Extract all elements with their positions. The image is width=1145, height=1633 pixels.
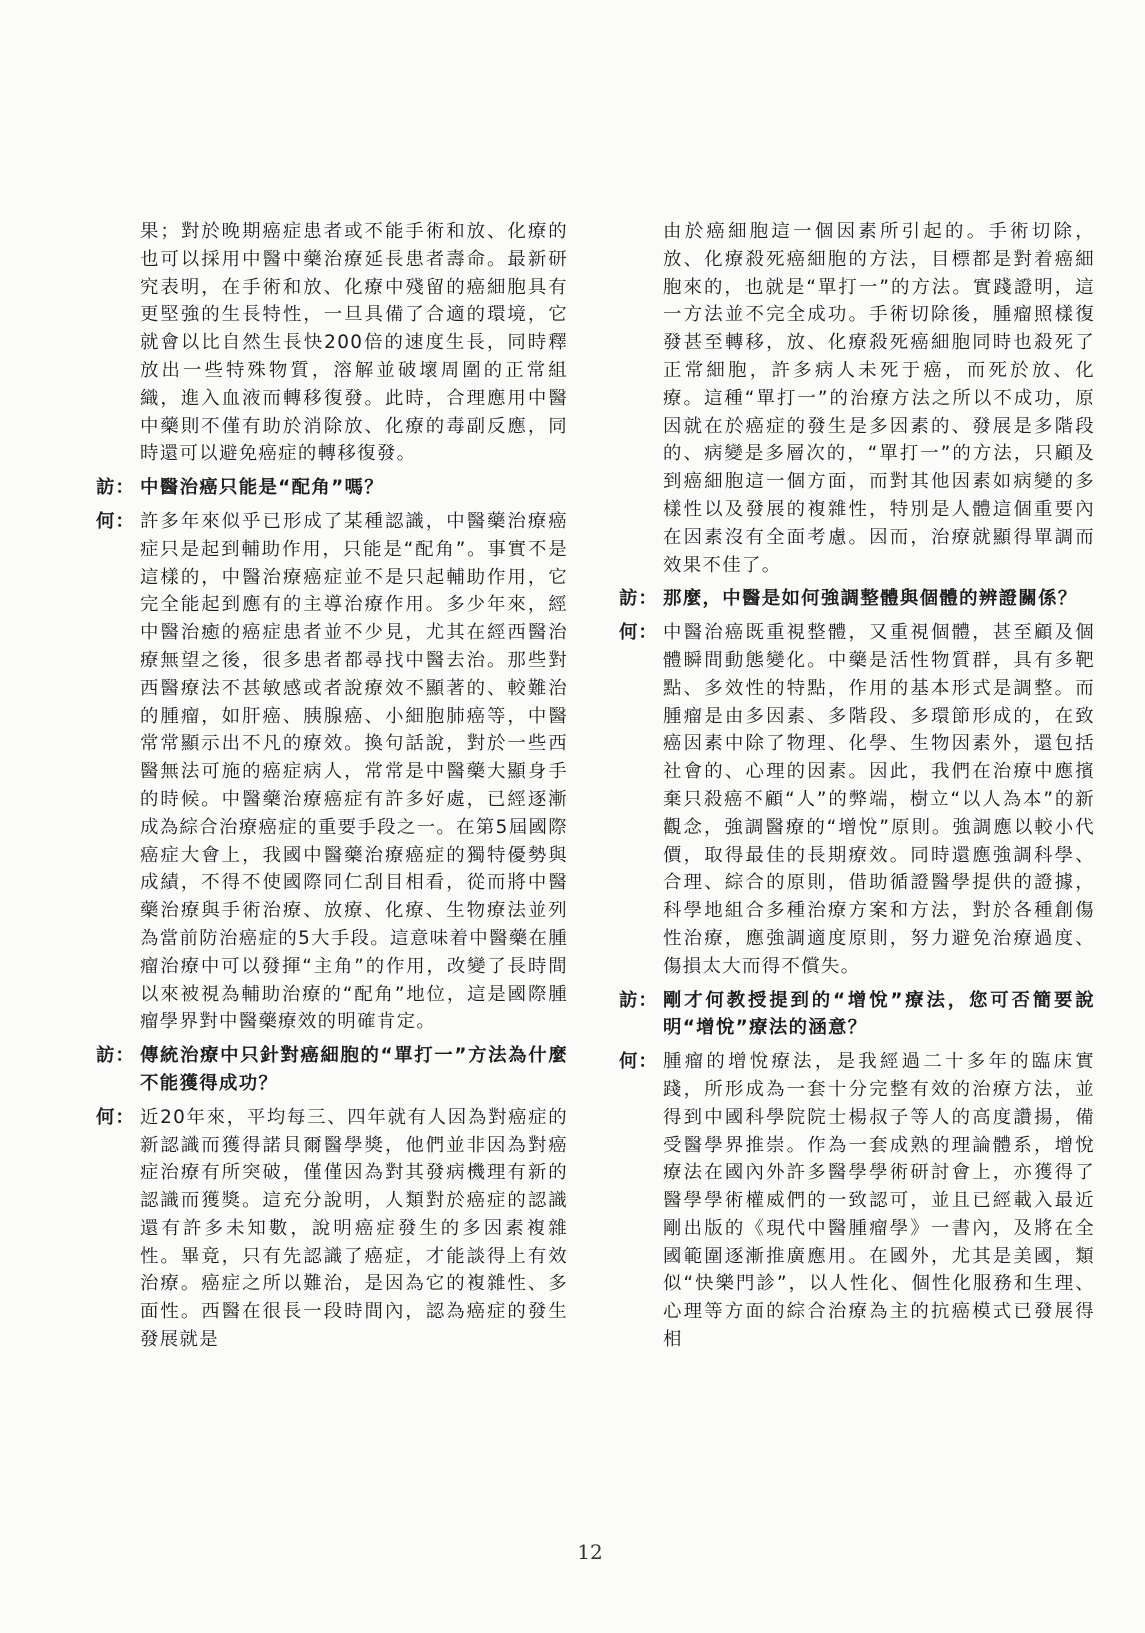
answer-text: 許多年來似乎已形成了某種認識，中醫藥治療癌症只是起到輔助作用，只能是“配角”。事實不是這樣的，中醫治療癌症並不是只起輔助作用，它完全能起到應有的主導治療作用。多少年來，經中醫治癒的癌症患者並不少見，尤其在經西醫治療無望之後，很多患者都尋找中醫去治。那些對西醫療法不甚敏感或者說療效不顯著的、較難治的腫瘤，如肝癌、胰腺癌、小細胞肺癌等，中醫常常顯示出不凡的療效。換句話說，對於一些西醫無法可施的癌症病人，常常是中醫藥大顯身手的時候。中醫藥治療癌症有許多好處，已經逐漸成為綜合治療癌症的重要手段之一。在第5屆國際癌症大會上，我國中醫藥治療癌症的獨特優勢與成績，不得不使國際同仁刮目相看，從而將中醫藥治療與手術治療、放療、化療、生物療法並列為當前防治癌症的5大手段。這意味着中醫藥在腫瘤治療中可以發揮“主角”的作用，改變了長時間以來被視為輔助治療的“配角”地位，這是國際腫瘤學界對中醫藥療效的明確肯定。 — [140, 510, 568, 1033]
answer-text: 近20年來，平均每三、四年就有人因為對癌症的新認識而獲得諾貝爾醫學獎，他們並非因為對癌症治療有所突破，僅僅因為對其發病機理有新的認識而獲獎。這充分說明，人類對於癌症的認識還有許多未知數，說明癌症發生的多因素複雜性。畢竟，只有先認識了癌症，才能談得上有效治療。癌症之所以難治，是因為它的複雜性、多面性。西醫在很長一段時間內，認為癌症的發生發展就是 — [140, 1106, 568, 1351]
question-1 — [96, 474, 568, 502]
interviewer-tag: 訪： — [619, 588, 658, 610]
answer-text: 腫瘤的增悅療法，是我經過二十多年的臨床實踐，所形成為一套十分完整有效的治療方法，並得到中國科學院院士楊叔子等人的高度讚揚，備受醫學界推崇。作為一套成熟的理論體系，增悅療法在國內外許多醫學學術研討會上，亦獲得了醫學學術權威們的一致認可，並且已經載入最近剛出版的《現代中醫腫瘤學》一書內，及將在全國範圍逐漸推廣應用。在國外，尤其是美國，類似“快樂門診”，以人性化、個性化服務和生理、心理等方面的綜合治療為主的抗癌模式已發展得相 — [663, 1051, 1095, 1351]
question-text: 剛才何教授提到的“增悅”療法，您可否簡要說明“增悅”療法的涵意？ — [663, 989, 1095, 1039]
left-column — [96, 218, 568, 1358]
question-text: 中醫治癌只能是“配角”嗎？ — [140, 477, 385, 499]
respondent-tag: 何： — [96, 1106, 135, 1128]
question-2 — [96, 1042, 568, 1098]
question-4 — [619, 987, 1095, 1043]
interviewer-tag: 訪： — [96, 477, 135, 499]
answer-2-continued: 由於癌細胞這一個因素所引起的。手術切除，放、化療殺死癌細胞的方法，目標都是對着癌細胞來的，也就是“單打一”的方法。實踐證明，這一方法並不完全成功。手術切除後，腫瘤照樣復發甚至轉移，放、化療殺死癌細胞同時也殺死了正常細胞，許多病人未死于癌，而死於放、化療。這種“單打一”的治療方法之所以不成功，原因就在於癌症的發生是多因素的、發展是多階段的、病變是多層次的，“單打一”的方法，只顧及到癌細胞這一個方面，而對其他因素如病變的多樣性以及發展的複雜性，特別是人體這個重要內在因素沒有全面考慮。因而，治療就顯得單調而效果不佳了。 — [663, 221, 1095, 576]
answer-1 — [96, 508, 568, 1036]
answer-4 — [619, 1048, 1095, 1354]
question-3 — [619, 585, 1095, 613]
right-column — [619, 218, 1095, 1358]
respondent-tag: 何： — [96, 510, 135, 532]
question-text: 傳統治療中只針對癌細胞的“單打一”方法為什麼不能獲得成功？ — [140, 1045, 568, 1094]
interviewer-tag: 訪： — [619, 989, 658, 1011]
question-text: 那麼，中醫是如何強調整體與個體的辨證關係？ — [663, 588, 1078, 610]
answer-text: 中醫治癌既重視整體，又重視個體，甚至顧及個體瞬間動態變化。中藥是活性物質群，具有多靶點、多效性的特點，作用的基本形式是調整。而腫瘤是由多因素、多階段、多環節形成的，在致癌因素中除了物理、化學、生物因素外，還包括社會的、心理的因素。因此，我們在治療中應擯棄只殺癌不顧“人”的弊端，樹立“以人為本”的新觀念，強調醫療的“增悅”原則。強調應以較小代價，取得最佳的長期療效。同時還應強調科學、合理、綜合的原則，借助循證醫學提供的證據，科學地組合多種治療方案和方法，對於各種創傷性治療，應強調適度原則，努力避免治療過度、傷損太大而得不償失。 — [663, 622, 1095, 977]
answer-3 — [619, 619, 1095, 980]
interviewer-tag: 訪： — [96, 1045, 135, 1067]
answer-2 — [96, 1104, 568, 1354]
intro-paragraph: 果；對於晚期癌症患者或不能手術和放、化療的也可以採用中醫中藥治療延長患者壽命。最新研究表明，在手術和放、化療中殘留的癌細胞具有更堅強的生長特性，一旦具備了合適的環境，它就會以比自然生長快200倍的速度生長，同時釋放出一些特殊物質，溶解並破壞周圍的正常組織，進入血液而轉移復發。此時，合理應用中醫中藥則不僅有助於消除放、化療的毒副反應，同時還可以避免癌症的轉移復發。 — [140, 221, 568, 465]
page-number: 12 — [577, 1540, 603, 1564]
respondent-tag: 何： — [619, 1051, 658, 1073]
respondent-tag: 何： — [619, 622, 658, 644]
